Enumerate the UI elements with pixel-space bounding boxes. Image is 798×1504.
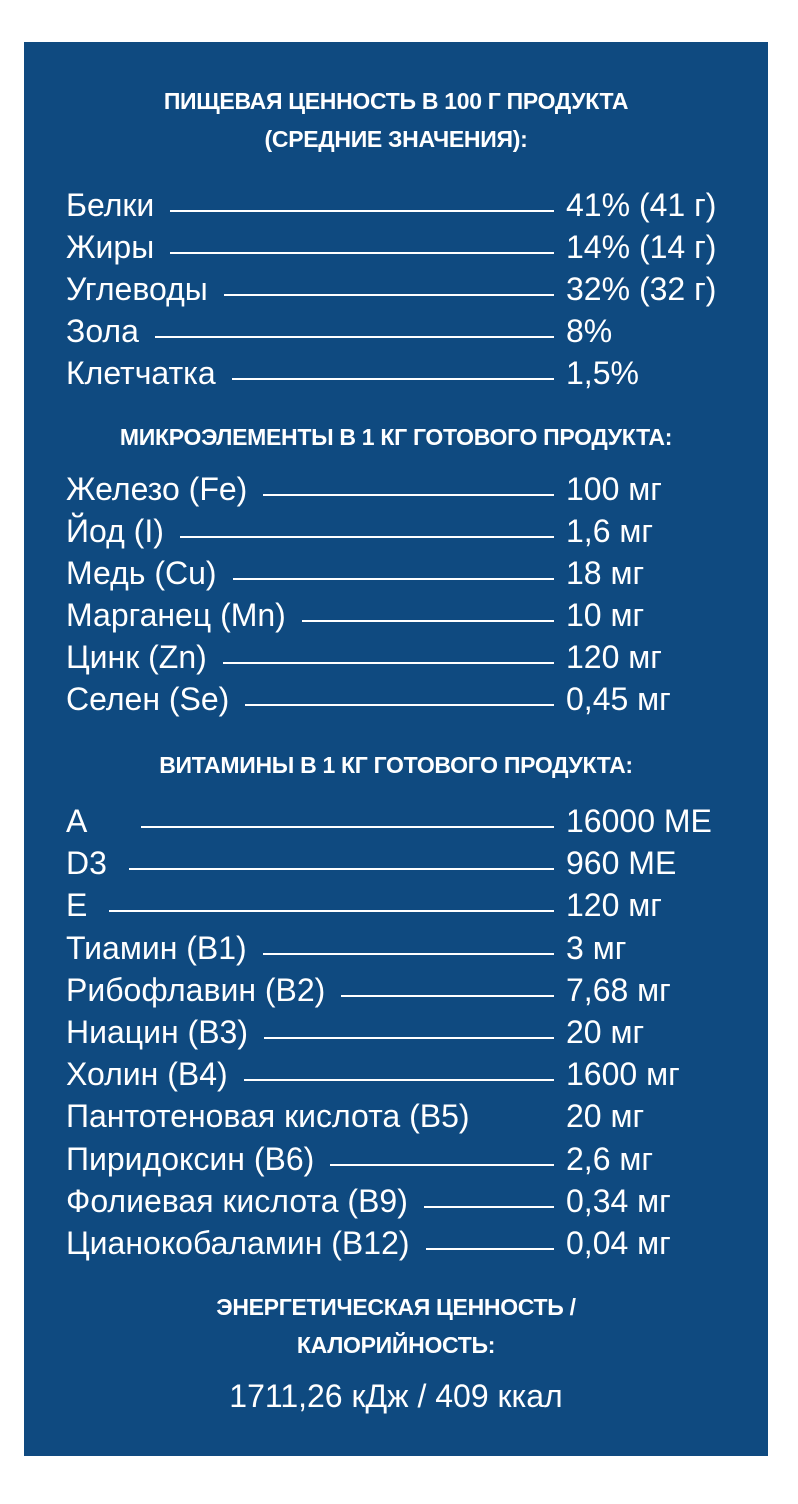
- leader-line: [330, 1164, 554, 1166]
- nutrition-heading-line1: ПИЩЕВАЯ ЦЕННОСТЬ В 100 Г ПРОДУКТА: [163, 88, 629, 114]
- microelements-table: [66, 468, 746, 720]
- leader-line: [424, 1206, 554, 1208]
- table-row: Тиамин (B1) 3 мг: [66, 929, 627, 966]
- leader-line: [180, 536, 554, 538]
- leader-line: [155, 336, 554, 338]
- leader-line: [263, 494, 554, 496]
- table-row: Селен (Se) 0,45 мг: [66, 681, 671, 717]
- table-row: Марганец (Mn) 10 мг: [66, 597, 645, 633]
- leader-line: [170, 210, 554, 212]
- leader-line: [224, 294, 554, 296]
- energy-heading: [24, 1288, 768, 1364]
- leader-line: [245, 704, 554, 706]
- table-row: D3 960 МЕ: [66, 845, 677, 882]
- leader-line: [264, 1037, 554, 1039]
- leader-line: [109, 910, 554, 912]
- energy-heading-line2: КАЛОРИЙНОСТЬ:: [296, 1332, 496, 1358]
- table-row: Йод (I) 1,6 мг: [66, 513, 654, 549]
- table-row: Пантотеновая кислота (B5) 20 мг: [66, 1098, 645, 1135]
- table-row: Железо (Fe) 100 мг: [66, 471, 662, 507]
- leader-line: [244, 1079, 554, 1081]
- leader-line: [263, 953, 554, 955]
- table-row: Углеводы 32% (32 г): [66, 271, 717, 307]
- table-row: Белки 41% (41 г): [66, 187, 717, 223]
- table-row: Цинк (Zn) 120 мг: [66, 639, 662, 675]
- leader-line: [129, 868, 554, 870]
- energy-value: 1711,26 кДж / 409 ккал: [229, 1378, 563, 1414]
- leader-line: [141, 826, 554, 828]
- leader-line: [426, 1248, 554, 1250]
- table-row: Холин (B4) 1600 мг: [66, 1056, 680, 1093]
- energy-heading-line1: ЭНЕРГЕТИЧЕСКАЯ ЦЕННОСТЬ /: [216, 1294, 576, 1320]
- table-row: Ниацин (B3) 20 мг: [66, 1013, 645, 1050]
- nutrition-table: [66, 184, 746, 394]
- table-row: E 120 мг: [66, 887, 662, 924]
- vitamins-table: [66, 800, 746, 1264]
- table-row: A 16000 МЕ: [66, 803, 712, 839]
- table-row: Цианокобаламин (B12) 0,04 мг: [66, 1224, 671, 1261]
- table-row: Медь (Cu) 18 мг: [66, 555, 645, 591]
- leader-line: [232, 378, 554, 380]
- leader-line: [341, 995, 554, 997]
- leader-line: [223, 662, 554, 664]
- table-row: Зола 8%: [66, 313, 613, 349]
- table-row: Клетчатка 1,5%: [66, 355, 639, 391]
- table-row: Пиридоксин (B6) 2,6 мг: [66, 1140, 654, 1177]
- vitamins-heading: ВИТАМИНЫ В 1 КГ ГОТОВОГО ПРОДУКТА:: [159, 752, 633, 778]
- nutrition-heading-line2: (СРЕДНИЕ ЗНАЧЕНИЯ):: [264, 126, 528, 152]
- nutrition-heading: [24, 82, 768, 158]
- table-row: Жиры 14% (14 г): [66, 229, 717, 265]
- leader-line: [233, 578, 554, 580]
- nutrition-label-panel: [24, 42, 768, 1456]
- microelements-heading: МИКРОЭЛЕМЕНТЫ В 1 КГ ГОТОВОГО ПРОДУКТА:: [119, 424, 673, 450]
- table-row: Фолиевая кислота (B9) 0,34 мг: [66, 1182, 671, 1219]
- leader-line: [302, 620, 554, 622]
- leader-line: [170, 252, 554, 254]
- table-row: Рибофлавин (B2) 7,68 мг: [66, 971, 671, 1008]
